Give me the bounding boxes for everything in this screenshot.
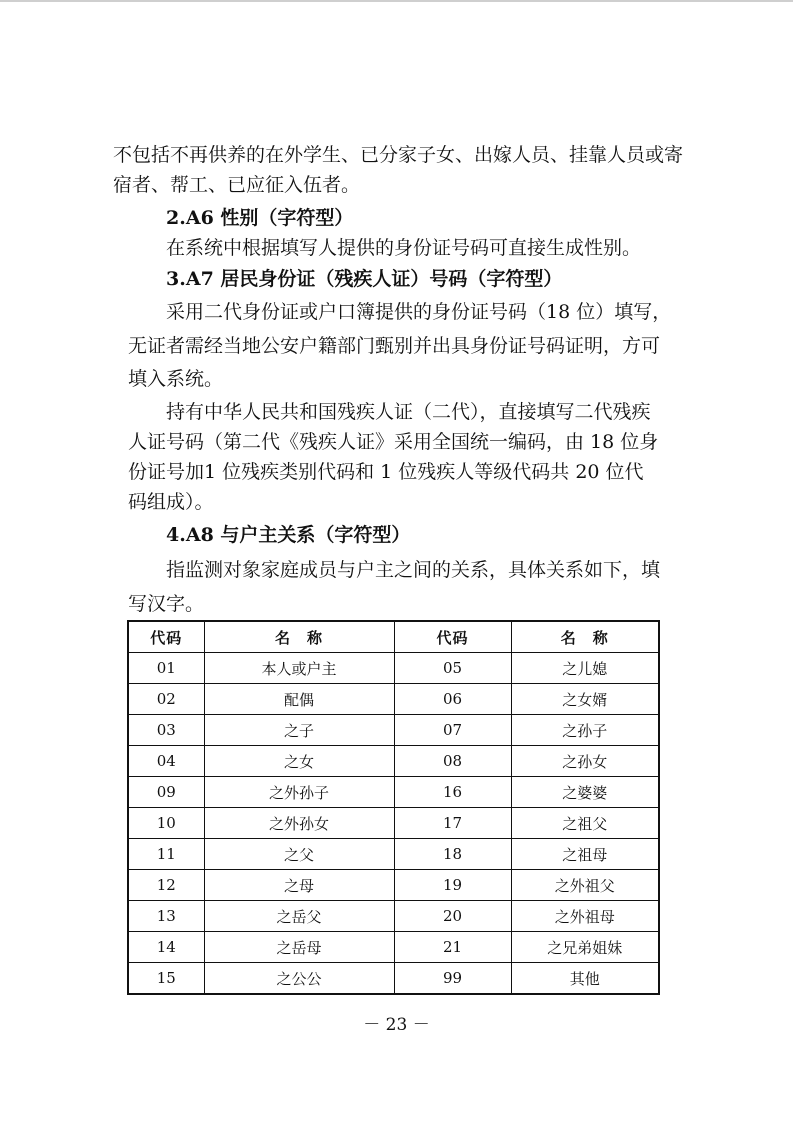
paragraph-line: 采用二代身份证或户口簿提供的身份证号码（18 位）填写， [166, 301, 672, 323]
paragraph-line: 填入系统。 [128, 368, 224, 390]
table-cell: 19 [394, 870, 511, 901]
header-name-2: 名 称 [511, 621, 659, 653]
header-code-1: 代码 [128, 621, 204, 653]
table-cell: 其他 [511, 963, 659, 995]
table-cell: 之孙女 [511, 746, 659, 777]
table-row [128, 746, 659, 777]
table-cell: 21 [394, 932, 511, 963]
table-cell: 之孙子 [511, 715, 659, 746]
table-cell: 14 [128, 932, 204, 963]
table-cell: 之外祖母 [511, 901, 659, 932]
table-cell: 之父 [204, 839, 394, 870]
paragraph-line: 在系统中根据填写人提供的身份证号码可直接生成性别。 [166, 237, 642, 259]
table-cell: 之祖父 [511, 808, 659, 839]
table-cell: 之岳父 [204, 901, 394, 932]
table-cell: 11 [128, 839, 204, 870]
table-cell: 之外孙女 [204, 808, 394, 839]
table-header-row [128, 621, 659, 653]
table-cell: 本人或户主 [204, 653, 394, 684]
table-row [128, 963, 659, 995]
page-top-border [0, 0, 793, 2]
table-cell: 02 [128, 684, 204, 715]
table-cell: 配偶 [204, 684, 394, 715]
table-cell: 之子 [204, 715, 394, 746]
table-cell: 17 [394, 808, 511, 839]
table-cell: 之岳母 [204, 932, 394, 963]
table-cell: 10 [128, 808, 204, 839]
table-cell: 04 [128, 746, 204, 777]
section-heading-a6: 2.A6 性别（字符型） [166, 207, 354, 229]
paragraph-line: 无证者需经当地公安户籍部门甄别并出具身份证号码证明，方可 [128, 335, 661, 357]
table-row [128, 808, 659, 839]
table-cell: 之儿媳 [511, 653, 659, 684]
table-cell: 12 [128, 870, 204, 901]
table-cell: 之公公 [204, 963, 394, 995]
table-cell: 之外孙子 [204, 777, 394, 808]
section-heading-a7: 3.A7 居民身份证（残疾人证）号码（字符型） [166, 268, 563, 290]
page-number: － 23 － [363, 1015, 430, 1035]
header-name-1: 名 称 [204, 621, 394, 653]
table-row [128, 870, 659, 901]
paragraph-line: 码组成）。 [128, 491, 214, 513]
table-row [128, 653, 659, 684]
table-cell: 之女 [204, 746, 394, 777]
table-cell: 09 [128, 777, 204, 808]
table-cell: 05 [394, 653, 511, 684]
table-cell: 13 [128, 901, 204, 932]
table-row [128, 901, 659, 932]
table-row [128, 777, 659, 808]
table-cell: 08 [394, 746, 511, 777]
table-cell: 01 [128, 653, 204, 684]
table-cell: 18 [394, 839, 511, 870]
table-cell: 03 [128, 715, 204, 746]
table-cell: 06 [394, 684, 511, 715]
table-cell: 16 [394, 777, 511, 808]
table-cell: 之婆婆 [511, 777, 659, 808]
table-cell: 之祖母 [511, 839, 659, 870]
table-row [128, 684, 659, 715]
paragraph-line: 份证号加1 位残疾类别代码和 1 位残疾人等级代码共 20 位代 [128, 461, 644, 483]
table-cell: 15 [128, 963, 204, 995]
paragraph-line: 不包括不再供养的在外学生、已分家子女、出嫁人员、挂靠人员或寄 [113, 144, 684, 166]
table-row [128, 932, 659, 963]
table-cell: 20 [394, 901, 511, 932]
paragraph-line: 宿者、帮工、已应征入伍者。 [113, 174, 361, 196]
paragraph-line: 持有中华人民共和国残疾人证（二代），直接填写二代残疾 [166, 401, 651, 423]
paragraph-line: 人证号码（第二代《残疾人证》采用全国统一编码，由 18 位身 [128, 431, 659, 453]
table-cell: 之女婿 [511, 684, 659, 715]
paragraph-line: 写汉字。 [128, 593, 205, 615]
table-cell: 之外祖父 [511, 870, 659, 901]
relationship-code-table [127, 620, 660, 995]
table-cell: 之母 [204, 870, 394, 901]
header-code-2: 代码 [394, 621, 511, 653]
table-row [128, 715, 659, 746]
section-heading-a8: 4.A8 与户主关系（字符型） [166, 524, 411, 546]
table-row [128, 839, 659, 870]
paragraph-line: 指监测对象家庭成员与户主之间的关系，具体关系如下，填 [166, 559, 661, 581]
table-cell: 07 [394, 715, 511, 746]
table-cell: 之兄弟姐妹 [511, 932, 659, 963]
table-cell: 99 [394, 963, 511, 995]
